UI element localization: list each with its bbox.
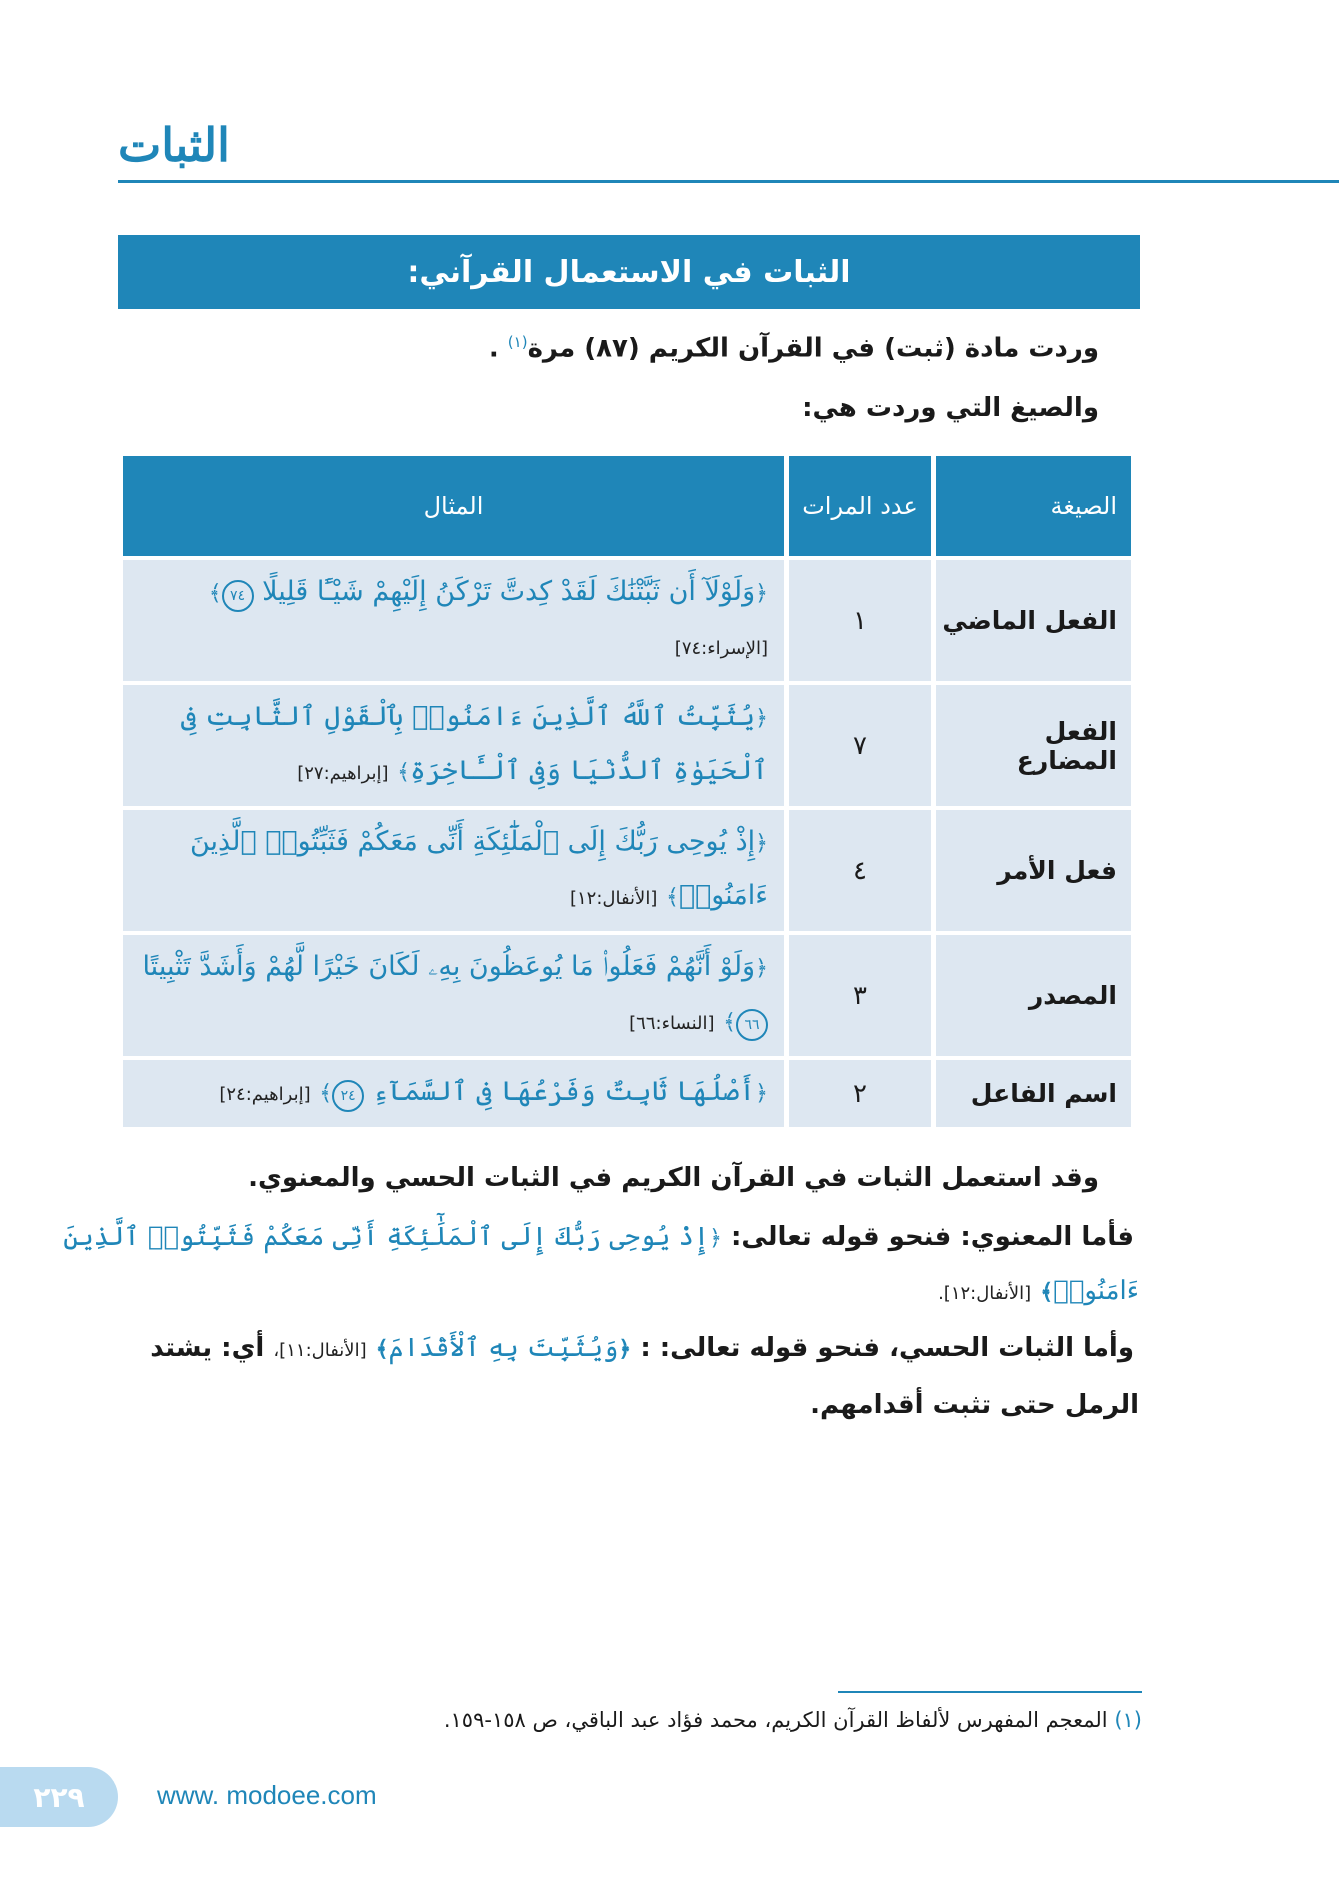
body-paragraph-3 xyxy=(150,1333,1134,1363)
verse-text: أَصْلُهَا ثَابِتٌ وَفَرْعُهَا فِى ٱلسَّمَآءِ xyxy=(372,1076,756,1107)
row-form: فعل الأمر xyxy=(936,810,1131,931)
bracket-close-icon: ﴾ xyxy=(375,1337,389,1362)
p2-verse-text: إِذْ يُوحِى رَبُّكَ إِلَى ٱلْمَلَٰٓئِكَةِ أَنِّى مَعَكُمْ فَثَبِّتُوا۟ ٱلَّذِينَ xyxy=(63,1222,710,1252)
verse-ref: [النساء:٦٦] xyxy=(629,1013,715,1034)
row-example xyxy=(123,935,784,1056)
p3-verse: وَيُثَبِّتَ بِهِ ٱلْأَقْدَامَ xyxy=(388,1333,619,1363)
site-link[interactable]: www. modoee.com xyxy=(157,1780,377,1810)
table-row xyxy=(123,1060,1131,1127)
bracket-open-icon: ﴿ xyxy=(755,706,768,731)
intro-end: . xyxy=(488,333,499,364)
row-form: اسم الفاعل xyxy=(936,1060,1131,1127)
verse-text: وَلَوْلَآ أَن ثَبَّتْنَٰكَ لَقَدْ كِدتَّ تَرْكَنُ إِلَيْهِمْ شَيْـًٔا قَلِيلًا xyxy=(262,576,756,607)
intro-line-2: والصيغ التي وردت هي: xyxy=(802,393,1099,423)
intro-text: وردت مادة (ثبت) في القرآن الكريم (٨٧) مرة xyxy=(527,333,1099,364)
table-row xyxy=(123,685,1131,806)
running-header-title: الثبات xyxy=(118,118,230,172)
row-form: الفعل المضارع xyxy=(936,685,1131,806)
row-count: ٤ xyxy=(789,810,931,931)
bracket-open-icon: ﴿ xyxy=(709,1226,722,1251)
body-paragraph-2 xyxy=(63,1222,1134,1252)
bracket-close-icon: ﴾ xyxy=(1040,1280,1054,1305)
p3-tail: أي: يشتد xyxy=(150,1333,265,1363)
bracket-close-icon: ﴾ xyxy=(665,885,679,910)
body-paragraph-1: وقد استعمل الثبات في القرآن الكريم في الثبات الحسي والمعنوي. xyxy=(248,1163,1099,1193)
col-header-count: عدد المرات xyxy=(789,456,931,556)
row-example xyxy=(123,685,784,806)
table-header-row xyxy=(123,456,1131,556)
p2-ref: [الأنفال:١٢]. xyxy=(938,1283,1032,1304)
p2-verse-cont: ءَامَنُوا۟ xyxy=(1053,1276,1139,1306)
row-count: ١ xyxy=(789,560,931,681)
section-banner: الثبات في الاستعمال القرآني: xyxy=(118,235,1140,309)
page-number-badge: ٢٢٩ xyxy=(0,1767,118,1827)
body-paragraph-2-cont xyxy=(938,1276,1139,1306)
row-example xyxy=(123,810,784,931)
footnote-rule xyxy=(838,1691,1142,1693)
col-header-form: الصيغة xyxy=(936,456,1131,556)
verse-ref: [الإسراء:٧٤] xyxy=(674,638,768,659)
footnote xyxy=(444,1708,1142,1732)
row-count: ٢ xyxy=(789,1060,931,1127)
verse-text: إِذْ يُوحِى رَبُّكَ إِلَى ٱلْمَلَٰٓئِكَةِ أَنِّى مَعَكُمْ فَثَبِّتُوا۟ ٱلَّذِينَ ءَامَنُوا۟ xyxy=(189,826,768,911)
row-example xyxy=(123,560,784,681)
bracket-open-icon: ﴿ xyxy=(755,581,768,606)
table-row xyxy=(123,935,1131,1056)
header-rule xyxy=(118,180,1339,183)
col-header-example: المثال xyxy=(123,456,784,556)
ayah-number-icon: ٧٤ xyxy=(222,580,254,612)
footnote-ref[interactable]: (١) xyxy=(507,333,528,351)
bracket-close-icon: ﴾ xyxy=(397,760,411,785)
p3-lead: وأما الثبات الحسي، فنحو قوله تعالى: : xyxy=(640,1333,1134,1363)
table-row xyxy=(123,810,1131,931)
footnote-text: المعجم المفهرس لألفاظ القرآن الكريم، محمد فؤاد عبد الباقي، ص ١٥٨-١٥٩. xyxy=(443,1708,1108,1732)
verse-ref: [إبراهيم:٢٤] xyxy=(219,1084,311,1105)
body-paragraph-3-cont: الرمل حتى تثبت أقدامهم. xyxy=(810,1390,1139,1420)
p2-verse xyxy=(63,1222,722,1252)
verse-text: وَلَوْ أَنَّهُمْ فَعَلُوا۟ مَا يُوعَظُونَ بِهِۦ لَكَانَ خَيْرًا لَّهُمْ وَأَشَدَّ تَثْبِيتًا xyxy=(142,951,756,982)
row-form: الفعل الماضي xyxy=(936,560,1131,681)
p3-ref: [الأنفال:١١]، xyxy=(273,1340,367,1361)
ayah-number-icon: ٦٦ xyxy=(736,1009,768,1041)
forms-table xyxy=(118,452,1136,1131)
row-count: ٧ xyxy=(789,685,931,806)
ayah-number-icon: ٢٤ xyxy=(332,1080,364,1112)
bracket-open-icon: ﴿ xyxy=(755,956,768,981)
row-count: ٣ xyxy=(789,935,931,1056)
bracket-close-icon: ﴾ xyxy=(319,1081,333,1106)
intro-line-1 xyxy=(489,333,1099,364)
bracket-close-icon: ﴾ xyxy=(723,1010,736,1035)
bracket-open-icon: ﴿ xyxy=(755,831,768,856)
row-form: المصدر xyxy=(936,935,1131,1056)
bracket-open-icon: ﴿ xyxy=(618,1337,632,1362)
table-row xyxy=(123,560,1131,681)
p2-lead: فأما المعنوي: فنحو قوله تعالى: xyxy=(731,1222,1134,1252)
row-example xyxy=(123,1060,784,1127)
footnote-number: (١) xyxy=(1114,1708,1142,1732)
verse-text: يُثَبِّتُ ٱللَّهُ ٱلَّذِينَ ءَامَنُوا۟ بِٱلْقَوْلِ ٱلثَّابِتِ فِى ٱلْحَيَوٰةِ ٱلدُّنْيَا وَفِى ٱلْـَٔاخِرَةِ xyxy=(180,701,768,786)
verse-ref: [الأنفال:١٢] xyxy=(569,888,658,909)
verse-ref: [إبراهيم:٢٧] xyxy=(297,763,389,784)
bracket-close-icon: ﴾ xyxy=(208,581,222,606)
bracket-open-icon: ﴿ xyxy=(755,1081,768,1106)
